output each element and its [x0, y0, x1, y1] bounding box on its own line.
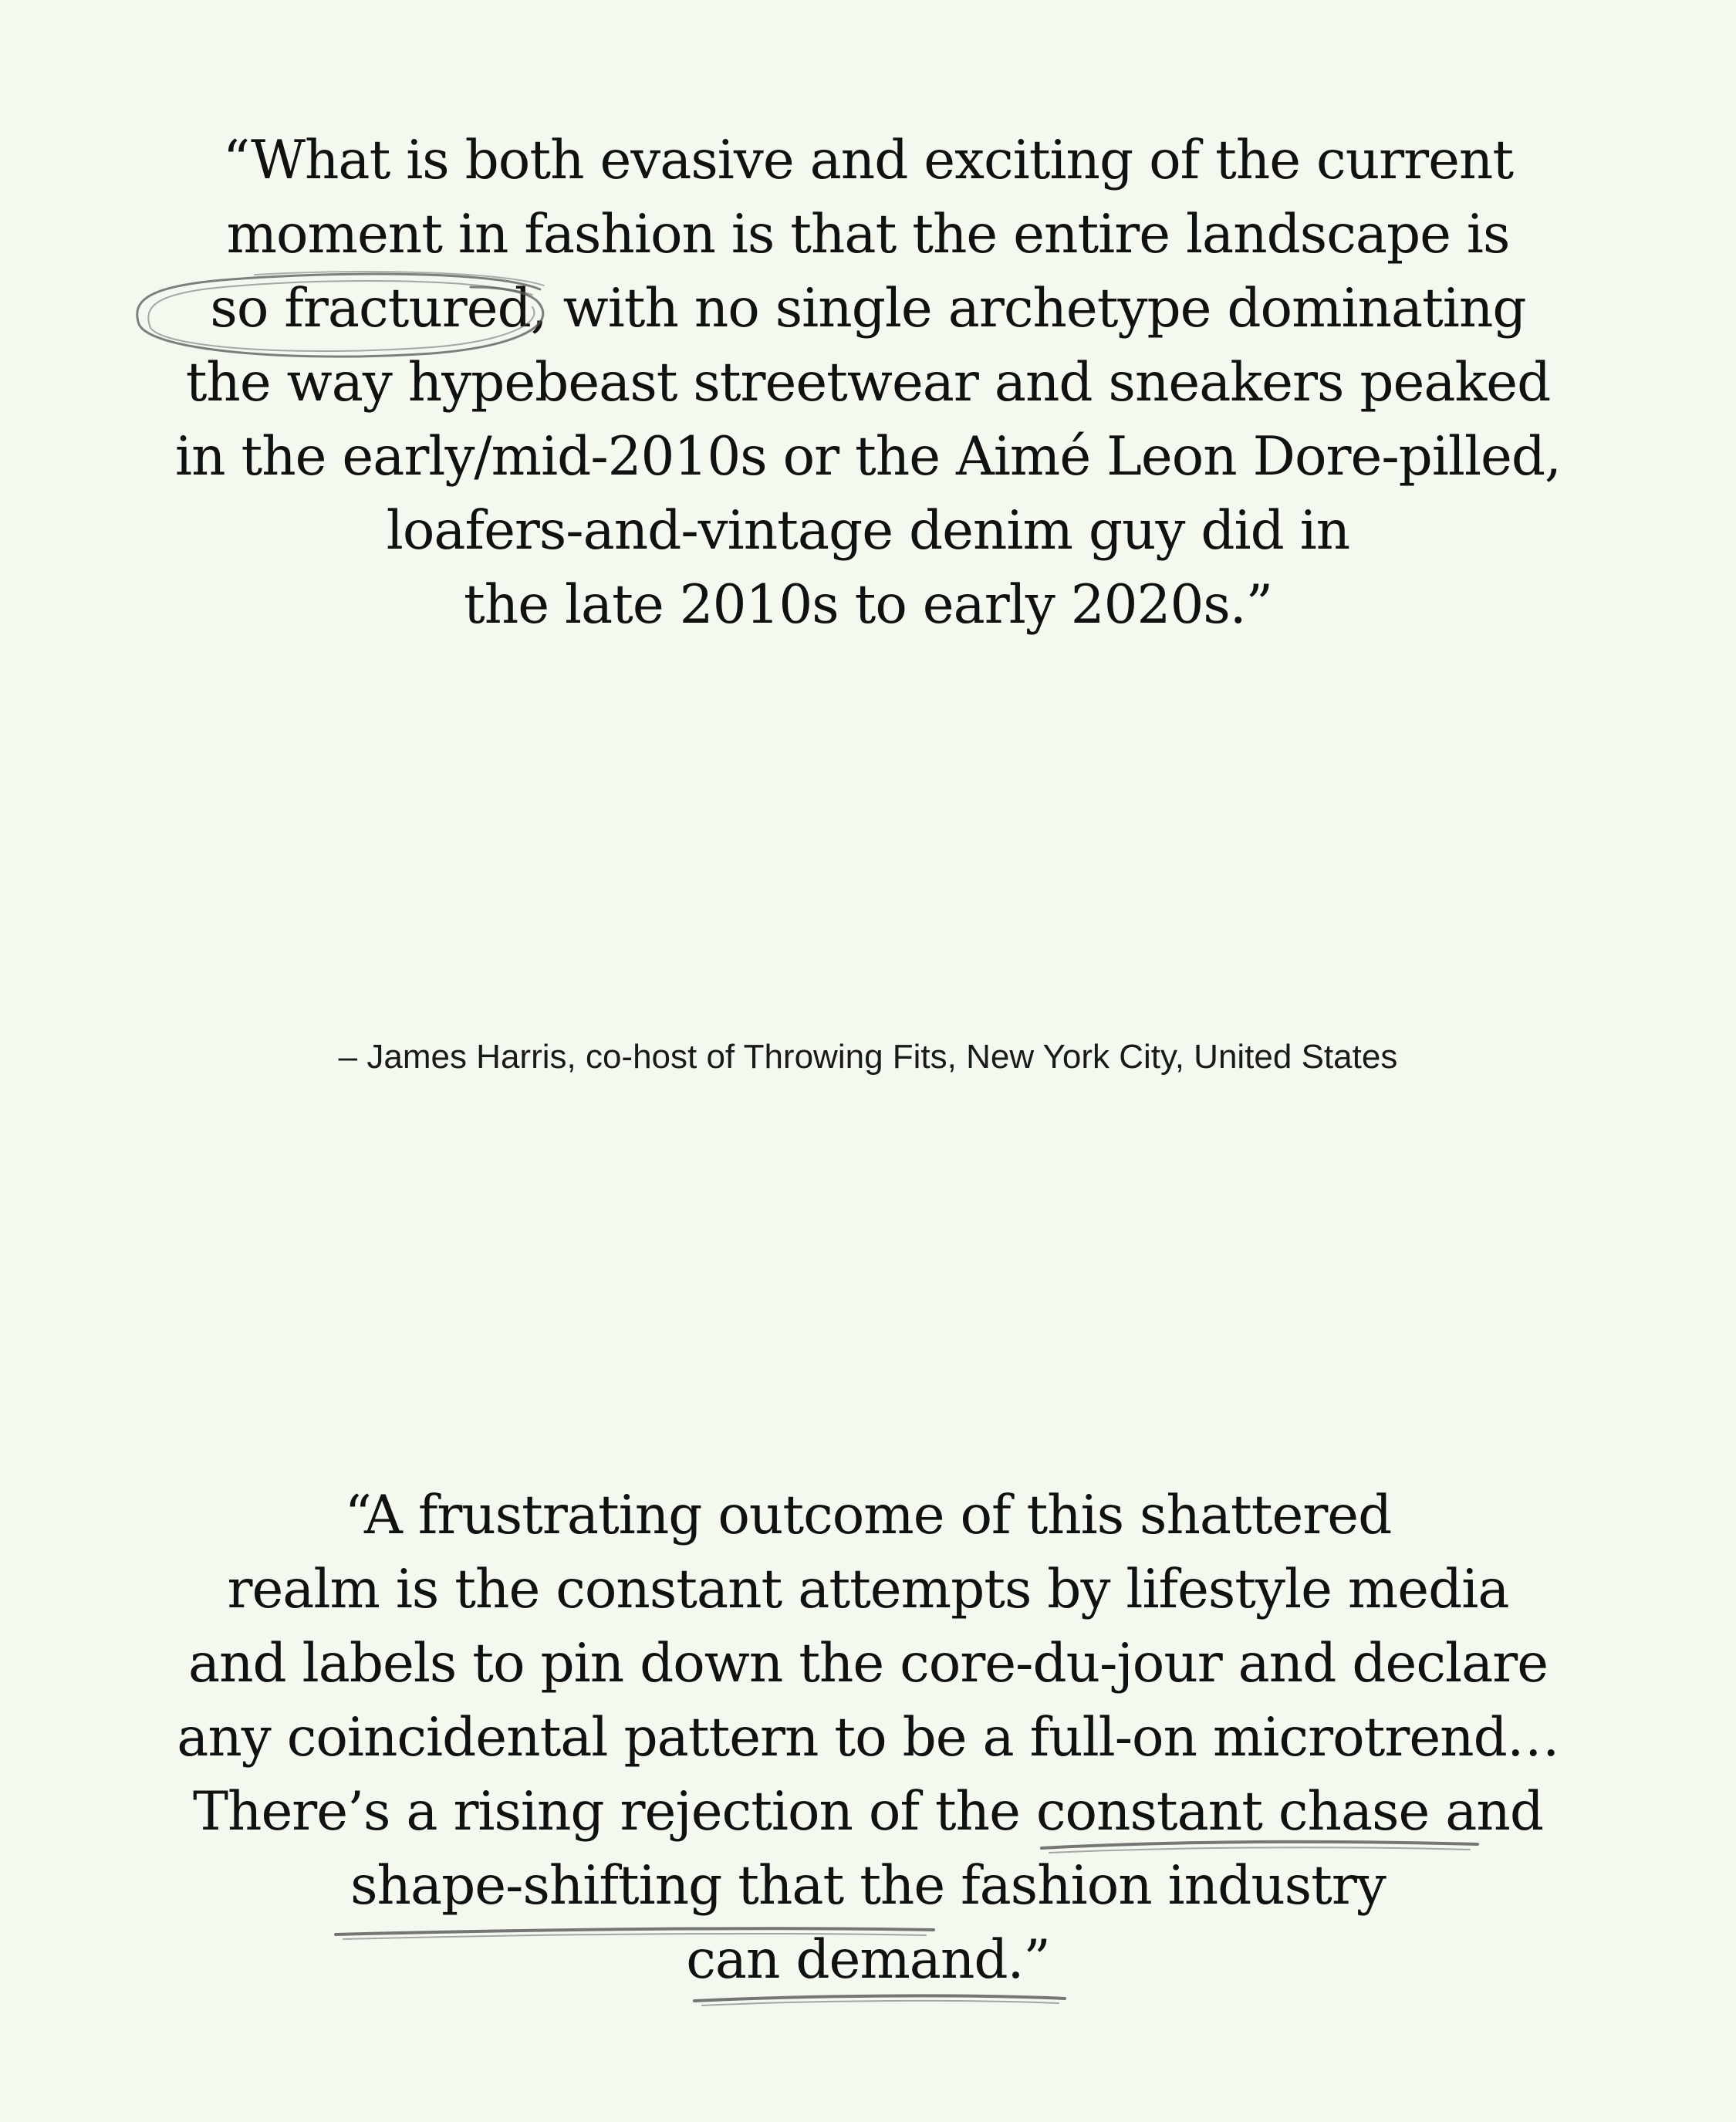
quote-attribution: – James Harris, co-host of Throwing Fits, New York City, United States: [338, 1038, 1398, 1076]
quote-1-line: “What is both evasive and exciting of the current: [222, 130, 1514, 191]
quote-2-line: There’s a rising rejection of the constant chase and: [192, 1781, 1544, 1843]
quote-2-line: “A frustrating outcome of this shattered: [344, 1485, 1392, 1546]
quote-1-line: in the early/mid-2010s or the Aimé Leon Dore-pilled,: [175, 426, 1561, 488]
quote-2-line: can demand.”: [686, 1929, 1050, 1991]
quote-1-line: the late 2010s to early 2020s.”: [464, 574, 1272, 636]
quote-1-line: loafers-and-vintage denim guy did in: [386, 500, 1350, 562]
quote-1-line: so fractured, with no single archetype dominating: [210, 278, 1526, 340]
quote-2-line: shape-shifting that the fashion industry: [350, 1855, 1386, 1917]
quote-1-line: the way hypebeast streetwear and sneakers peaked: [185, 352, 1551, 414]
quote-1-line: moment in fashion is that the entire landscape is: [226, 204, 1510, 265]
quote-1: [0, 123, 1736, 642]
quote-2-line: and labels to pin down the core-du-jour and declare: [187, 1633, 1549, 1695]
quote-2: [0, 1478, 1736, 1997]
quote-2-line: any coincidental pattern to be a full-on microtrend…: [177, 1707, 1559, 1769]
quote-2-line: realm is the constant attempts by lifestyle media: [227, 1559, 1509, 1620]
pencil-underline-mark: [694, 1995, 1065, 2005]
